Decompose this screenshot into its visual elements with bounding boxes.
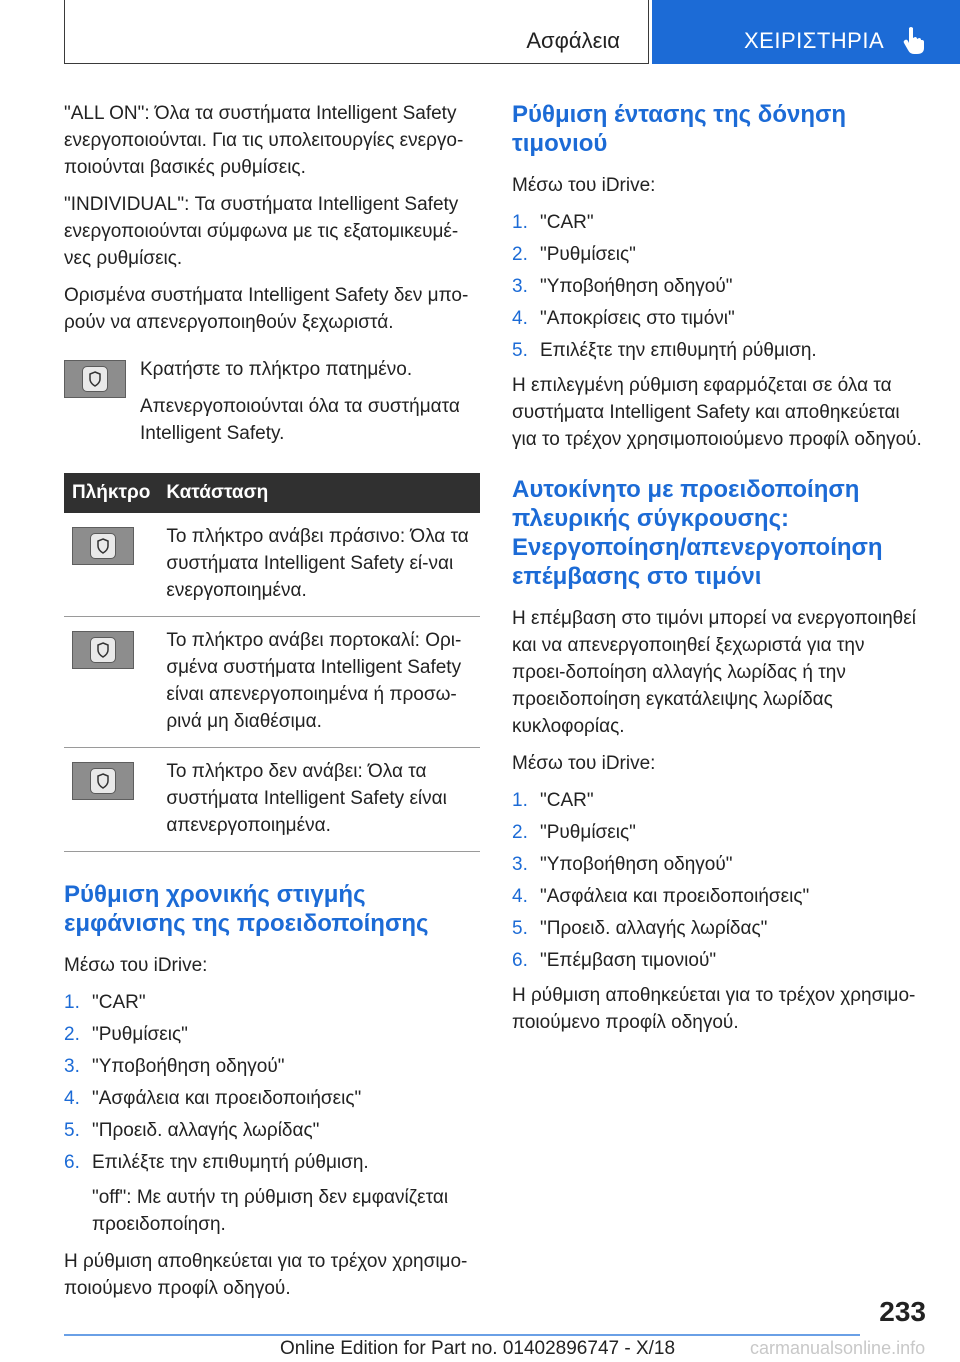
steps-list — [64, 989, 480, 1176]
list-item: 3. "Υποβοήθηση οδηγού" — [64, 1056, 285, 1077]
list-item: 1. "CAR" — [64, 992, 146, 1013]
via-idrive: Μέσω του iDrive: — [64, 955, 208, 976]
paragraph-all-on: "ALL ON": Όλα τα συστήματα Intelligent Safety ενεργοποιούνται. Για τις υπολειτουργίες ενεργο-ποιούνται βασικές ρυθμίσεις. — [64, 103, 464, 178]
footer-edition: Online Edition for Part no. 01402896747 - X/18 — [280, 1338, 676, 1359]
paragraph-saved: Η ρύθμιση αποθηκεύεται για το τρέχον χρησιμο-ποιούμενο προφίλ οδηγού. — [64, 1251, 468, 1299]
footer-divider — [64, 1334, 860, 1336]
button-off-icon — [72, 762, 134, 800]
table-header-key: Πλήκτρο — [64, 473, 158, 513]
paragraph-applied: Η επιλεγμένη ρύθμιση εφαρμόζεται σε όλα τα συστήματα Intelligent Safety και αποθηκεύεται για το τρέχον χρησιμοποιούμενο προφίλ οδηγού. — [512, 375, 922, 450]
list-item: 4. "Ασφάλεια και προειδοποιήσεις" — [512, 886, 810, 907]
key-status-table — [64, 473, 480, 852]
off-note: "off": Με αυτήν τη ρύθμιση δεν εμφανίζεται προειδοποίηση. — [92, 1187, 449, 1235]
list-item: 3. "Υποβοήθηση οδηγού" — [512, 276, 733, 297]
paragraph-some-systems: Ορισμένα συστήματα Intelligent Safety δεν μπο-ρούν να απενεργοποιηθούν ξεχωριστά. — [64, 285, 469, 333]
list-item: 5. "Προειδ. αλλαγής λωρίδας" — [512, 918, 768, 939]
steps-list — [512, 787, 922, 974]
tab-controls-label: ΧΕΙΡΙΣΤΗΡΙΑ — [744, 28, 885, 53]
list-item: 5. "Προειδ. αλλαγής λωρίδας" — [64, 1120, 320, 1141]
list-item: 6. "Επέμβαση τιμονιού" — [512, 950, 717, 971]
tab-controls[interactable] — [652, 0, 960, 64]
list-item: 6. Επιλέξτε την επιθυμητή ρύθμιση. — [64, 1152, 369, 1173]
hand-pointer-icon — [902, 26, 924, 54]
section-title: Ασφάλεια — [526, 28, 620, 53]
status-text: Το πλήκτρο ανάβει πορτοκαλί: Ορι-σμένα συστήματα Intelligent Safety είναι απενεργοποιημένα ή προσω-ρινά μη διαθέσιμα. — [158, 617, 480, 748]
status-text: Το πλήκτρο ανάβει πράσινο: Όλα τα συστήματα Intelligent Safety εί-ναι ενεργοποιημένα. — [158, 513, 480, 617]
list-item: 5. Επιλέξτε την επιθυμητή ρύθμιση. — [512, 340, 817, 361]
table-header-status: Κατάσταση — [158, 473, 480, 513]
section-heading-steering-intervention: Αυτοκίνητο με προειδοποίηση πλευρικής σύγκρουσης: Ενεργοποίηση/απενεργοποίηση επέμβασης στο τιμόνι — [512, 476, 883, 590]
list-item: 2. "Ρυθμίσεις" — [512, 244, 636, 265]
right-column — [512, 100, 922, 1046]
table-row — [64, 617, 480, 748]
key-result-text: Απενεργοποιούνται όλα τα συστήματα Intelligent Safety. — [140, 396, 460, 444]
list-item: 1. "CAR" — [512, 790, 594, 811]
section-heading-warning-time: Ρύθμιση χρονικής στιγμής εμφάνισης της προειδοποίησης — [64, 881, 429, 937]
button-orange-icon — [72, 631, 134, 669]
table-row — [64, 513, 480, 617]
left-column — [64, 100, 480, 1312]
list-item: 1. "CAR" — [512, 212, 594, 233]
table-row — [64, 748, 480, 852]
key-instruction — [64, 356, 480, 447]
section-heading-vibration: Ρύθμιση έντασης της δόνηση τιμονιού — [512, 101, 847, 157]
key-press-text: Κρατήστε το πλήκτρο πατημένο. — [140, 359, 413, 380]
via-idrive: Μέσω του iDrive: — [512, 753, 656, 774]
list-item: 2. "Ρυθμίσεις" — [64, 1024, 188, 1045]
steps-list — [512, 209, 922, 364]
via-idrive: Μέσω του iDrive: — [512, 175, 656, 196]
list-item: 3. "Υποβοήθηση οδηγού" — [512, 854, 733, 875]
list-item: 4. "Αποκρίσεις στο τιμόνι" — [512, 308, 735, 329]
page-number: 233 — [879, 1296, 926, 1327]
list-item: 2. "Ρυθμίσεις" — [512, 822, 636, 843]
paragraph-saved: Η ρύθμιση αποθηκεύεται για το τρέχον χρησιμο-ποιούμενο προφίλ οδηγού. — [512, 985, 916, 1033]
intelligent-safety-button-icon — [64, 360, 126, 398]
status-text: Το πλήκτρο δεν ανάβει: Όλα τα συστήματα Intelligent Safety είναι απενεργοποιημένα. — [158, 748, 480, 852]
paragraph-individual: "INDIVIDUAL": Τα συστήματα Intelligent Safety ενεργοποιούνται σύμφωνα με τις εξατομικευμέ-νες ρυθμίσεις. — [64, 194, 459, 269]
footer-watermark: carmanualsonline.info — [750, 1338, 926, 1358]
button-green-icon — [72, 527, 134, 565]
list-item: 4. "Ασφάλεια και προειδοποιήσεις" — [64, 1088, 362, 1109]
paragraph-intervention: Η επέμβαση στο τιμόνι μπορεί να ενεργοποιηθεί και να απενεργοποιηθεί ξεχωριστά για την προει-δοποίηση αλλαγής λωρίδας ή την προειδοποίηση εγκατάλειψης λωρίδας κυκλοφορίας. — [512, 608, 916, 737]
